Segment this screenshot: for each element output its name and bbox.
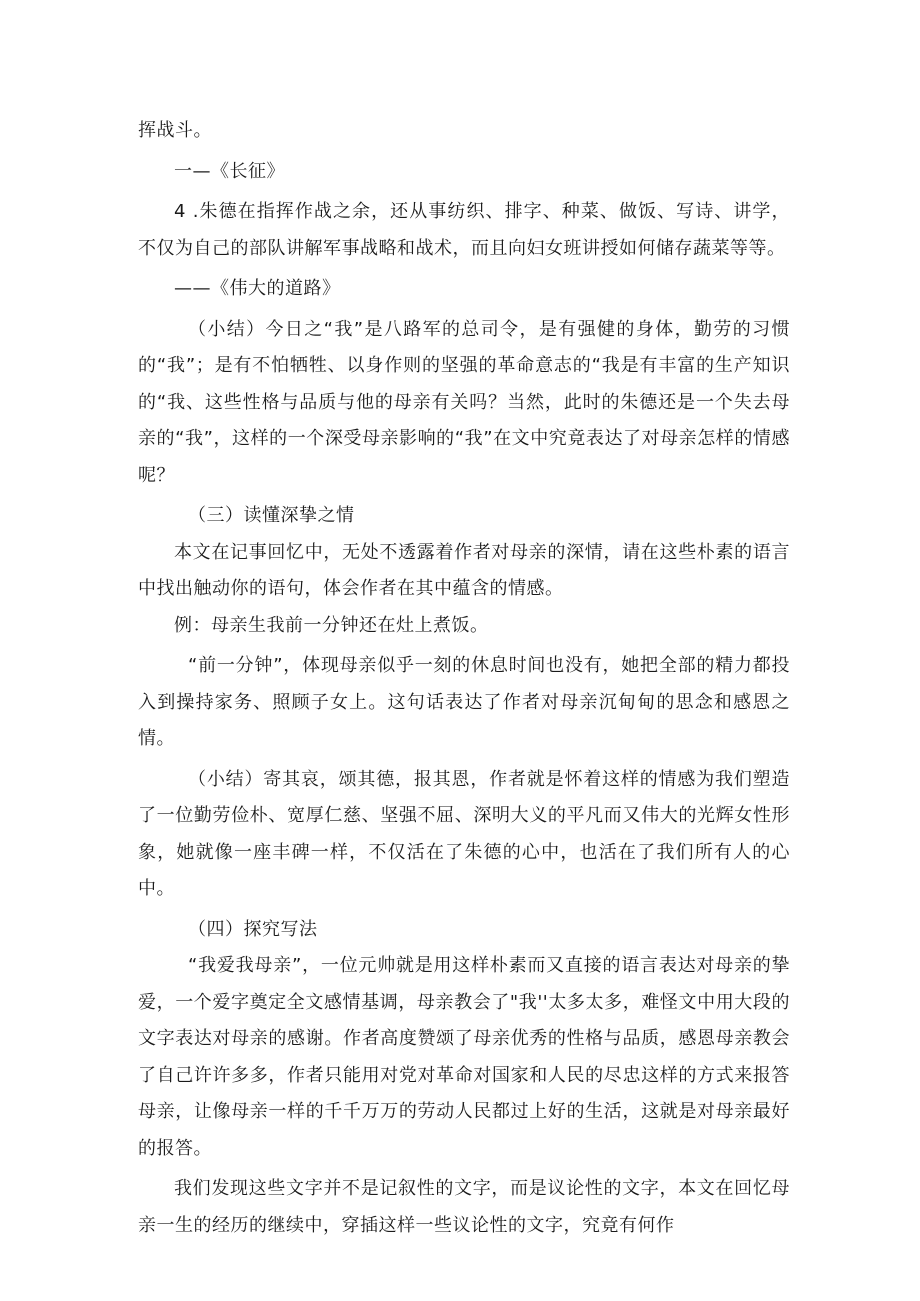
paragraph-1: 挥战斗。: [138, 120, 212, 141]
source-weida-daolu: ——《伟大的道路》: [174, 278, 341, 299]
source-changzheng: 一—《长征》: [174, 160, 285, 182]
document-body: [138, 113, 790, 1244]
section-heading-4: （四）探究写法: [188, 918, 318, 940]
example-sentence: 例：母亲生我前一分钟还在灶上煮饭。: [174, 614, 489, 636]
example-analysis: “前一分钟”，体现母亲似乎一刻的休息时间也没有，她把全部的精力都投入到操持家务、照顾子女上。这句话表达了作者对母亲沉甸甸的思念和感恩之情。: [138, 655, 790, 749]
paragraph-last: 我们发现这些文字并不是记叙性的文字，而是议论性的文字，本文在回忆母亲一生的经历的继续中，穿插这样一些议论性的文字，究竟有何作: [138, 1178, 790, 1236]
paragraph-4: 4 .朱德在指挥作战之余，还从事纺织、排字、种菜、做饭、写诗、讲学，不仅为自己的部队讲解军事战略和战术，而且向妇女班讲授如何储存蔬菜等等。: [138, 201, 790, 259]
section-heading-3: （三）读懂深挚之情: [188, 505, 355, 526]
paragraph-writing-method: “我爱我母亲”，一位元帅就是用这样朴素而又直接的语言表达对母亲的挚爱，一个爱字奠定全文感情基调，母亲教会了"我''太多太多，难怪文中用大段的文字表达对母亲的感谢。作者高度赞颂了母亲优秀的性格与品质，感恩母亲教会了自己许许多多，作者只能用对党对革命对国家和人民的尽忠这样的方式来报答母亲，让像母亲一样的千千万万的劳动人民都过上好的生活，这就是对母亲最好的报答。: [138, 955, 790, 1159]
summary-1: （小结）今日之“我”是八路军的总司令，是有强健的身体，勤劳的习惯的“我”；是有不怕牺牲、以身作则的坚强的革命意志的“我是有丰富的生产知识的“我、这些性格与品质与他的母亲有关吗？当然，此时的朱德还是一个失去母亲的“我”，这样的一个深受母亲影响的“我”在文中究竟表达了对母亲怎样的情感呢？: [138, 318, 790, 486]
paragraph-intro-3: 本文在记事回忆中，无处不透露着作者对母亲的深情，请在这些朴素的语言中找出触动你的语句，体会作者在其中蕴含的情感。: [138, 541, 790, 599]
summary-2: （小结）寄其哀，颂其德，报其恩，作者就是怀着这样的情感为我们塑造了一位勤劳俭朴、宽厚仁慈、坚强不屈、深明大义的平凡而又伟大的光辉女性形象，她就像一座丰碑一样，不仅活在了朱德的心中，也活在了我们所有人的心中。: [138, 768, 790, 899]
